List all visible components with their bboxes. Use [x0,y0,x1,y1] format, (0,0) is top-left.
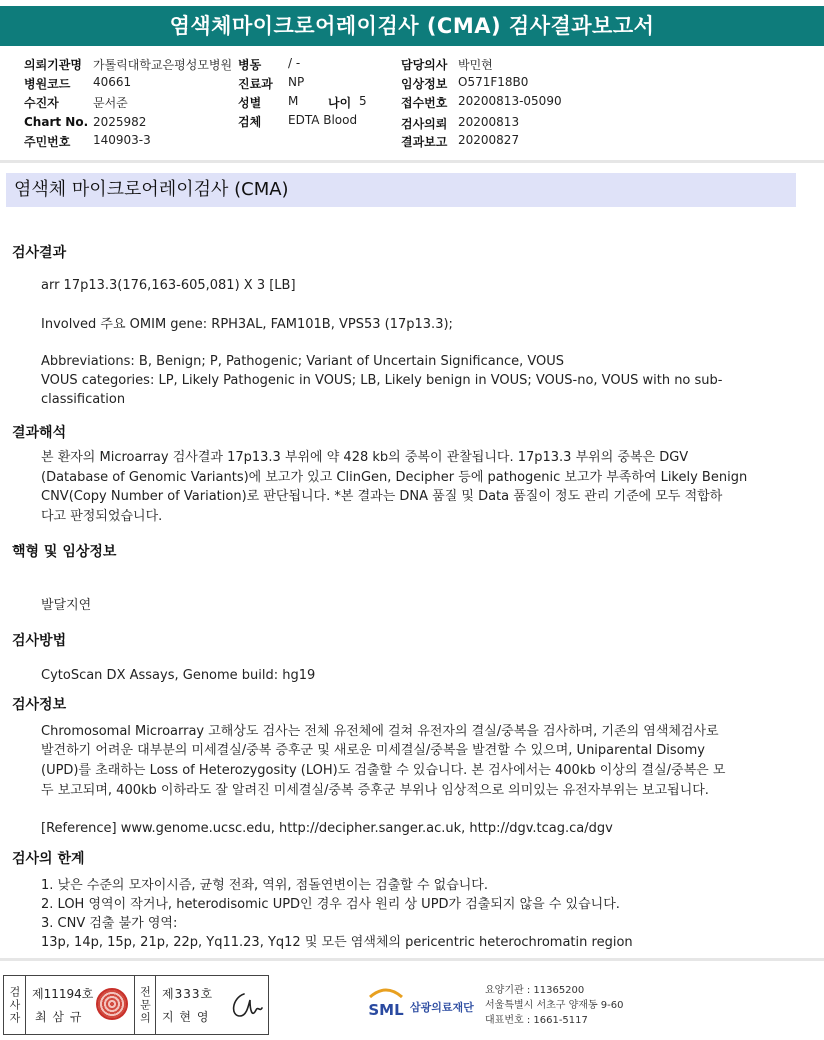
karyotype-text: 발달지연 [41,598,92,613]
specialist-signature-icon [226,986,266,1026]
test-info-line-3: (UPD)를 초래하는 Loss of Heterozygosity (LOH)도 검출할 수 있습니다. 본 검사에서는 400kb 이상의 결실/중복은 모 [41,763,726,778]
receipt-no-label: 접수번호 [401,96,448,110]
patient-info-block [0,56,824,156]
limits-line-1: 1. 낮은 수준의 모자이시즘, 균형 전좌, 역위, 점돌연변이는 검출할 수 없습니다. [41,878,488,893]
footer-divider [0,958,824,961]
report-date-value: 20200827 [458,133,520,147]
result-abbr-3: classification [41,392,126,407]
organization-code: 요양기관 : 11365200 [485,985,585,996]
examiner-label-text: 검사자 [8,985,21,1025]
collector-value: 문서준 [93,96,128,110]
department-label: 진료과 [238,77,273,91]
sml-logo-text: SML [368,1001,404,1019]
report-footer [0,963,824,1040]
examiner-name: 최 삼 규 [35,1010,83,1024]
result-abbr-2: VOUS categories: LP, Likely Pathogenic in VOUS; LB, Likely benign in VOUS; VOUS-no, VOUS with no sub- [41,373,723,388]
institution-label: 의뢰기관명 [24,58,82,72]
interpretation-line-3: CNV(Copy Number of Variation)로 판단됩니다. *본 결과는 DNA 품질 및 Data 품질이 정도 관리 기준에 모두 적합하 [41,489,723,504]
specialist-label [134,976,156,1034]
interpretation-line-2: (Database of Genomic Variants)에 보고가 있고 ClinGen, Decipher 등에 pathogenic 보고가 부족하여 Likely Benign [41,470,748,485]
report-header-title: 염색체마이크로어레이검사 (CMA) 검사결과보고서 [0,6,824,46]
receipt-no-value: 20200813-05090 [458,94,562,108]
limits-line-4: 13p, 14p, 15p, 21p, 22p, Yq11.23, Yq12 및 모든 염색체의 pericentric heterochromatin region [41,935,633,950]
clinical-info-value: O571F18B0 [458,75,529,89]
method-heading: 검사방법 [12,633,67,649]
limits-line-3: 3. CNV 검출 불가 영역: [41,916,178,931]
test-info-line-2: 발견하기 어려운 대부분의 미세결실/중복 증후군 및 새로운 미세결실/중복을 발견할 수 있으며, Uniparental Disomy [41,743,705,758]
interpretation-line-1: 본 환자의 Microarray 검사결과 17p13.3 부위에 약 428 kb의 중복이 관찰됩니다. 17p13.3 부위의 중복은 DGV [41,450,689,465]
karyotype-heading: 핵형 및 임상정보 [12,544,117,560]
interpretation-line-4: 다고 판정되었습니다. [41,509,163,524]
hospital-code-value: 40661 [93,75,132,89]
age-label: 나이 [328,96,352,110]
specialist-license-no: 제333호 [162,987,214,1001]
doctor-value: 박민현 [458,58,493,72]
report-date-label: 결과보고 [401,135,448,149]
organization-name: 삼광의료재단 [410,1001,474,1014]
examiner-seal-icon [96,988,128,1020]
header-divider [0,160,824,163]
request-date-value: 20200813 [458,115,520,129]
specimen-value: EDTA Blood [288,113,358,127]
result-abbr-1: Abbreviations: B, Benign; P, Pathogenic; Variant of Uncertain Significance, VOUS [41,354,565,369]
examiner-label [4,976,26,1034]
sex-label: 성별 [238,96,262,110]
clinical-info-label: 임상정보 [401,77,448,91]
limits-line-2: 2. LOH 영역이 작거나, heterodisomic UPD인 경우 검사 원리 상 UPD가 검출되지 않을 수 있습니다. [41,897,620,912]
collector-label: 수진자 [24,96,59,110]
ward-value: / - [288,56,301,70]
specimen-label: 검체 [238,115,262,129]
ward-label: 병동 [238,58,262,72]
request-date-label: 검사의뢰 [401,117,448,131]
organization-phone: 대표번호 : 1661-5117 [485,1015,588,1026]
organization-address: 서울특별시 서초구 양재동 9-60 [485,1000,624,1011]
hospital-code-label: 병원코드 [24,77,71,91]
doctor-label: 담당의사 [401,58,448,72]
examiner-license-no: 제11194호 [32,987,94,1001]
limits-heading: 검사의 한계 [12,851,85,867]
specialist-label-text: 전문의 [138,985,152,1025]
organization-details [485,983,624,1028]
test-info-line-4: 두 보고되며, 400kb 이하라도 잘 알려진 미세결실/중복 증후군 부위나 임상적으로 의미있는 유전자부위는 보고됩니다. [41,783,709,798]
resident-no-label: 주민번호 [24,135,71,149]
sml-logo-icon [366,985,406,1023]
signature-box [3,975,269,1035]
report-section-title: 염색체 마이크로어레이검사 (CMA) [6,173,796,207]
test-info-line-1: Chromosomal Microarray 고해상도 검사는 전체 유전체에 걸쳐 유전자의 결실/중복을 검사하며, 기존의 염색체검사로 [41,724,719,739]
method-text: CytoScan DX Assays, Genome build: hg19 [41,668,316,683]
chart-no-label: Chart No. [24,115,89,129]
specialist-name: 지 현 영 [162,1010,210,1024]
age-value: 5 [359,94,367,108]
department-value: NP [288,75,305,89]
test-info-heading: 검사정보 [12,697,67,713]
institution-value: 가톨릭대학교은평성모병원 [93,58,233,72]
result-arr: arr 17p13.3(176,163-605,081) X 3 [LB] [41,278,296,293]
test-info-reference: [Reference] www.genome.ucsc.edu, http://decipher.sanger.ac.uk, http://dgv.tcag.ca/dgv [41,821,613,836]
sex-value: M [288,94,299,108]
result-heading: 검사결과 [12,245,67,261]
result-omim: Involved 주요 OMIM gene: RPH3AL, FAM101B, VPS53 (17p13.3); [41,317,453,332]
resident-no-value: 140903-3 [93,133,151,147]
chart-no-value: 2025982 [93,115,147,129]
interpretation-heading: 결과해석 [12,425,67,441]
